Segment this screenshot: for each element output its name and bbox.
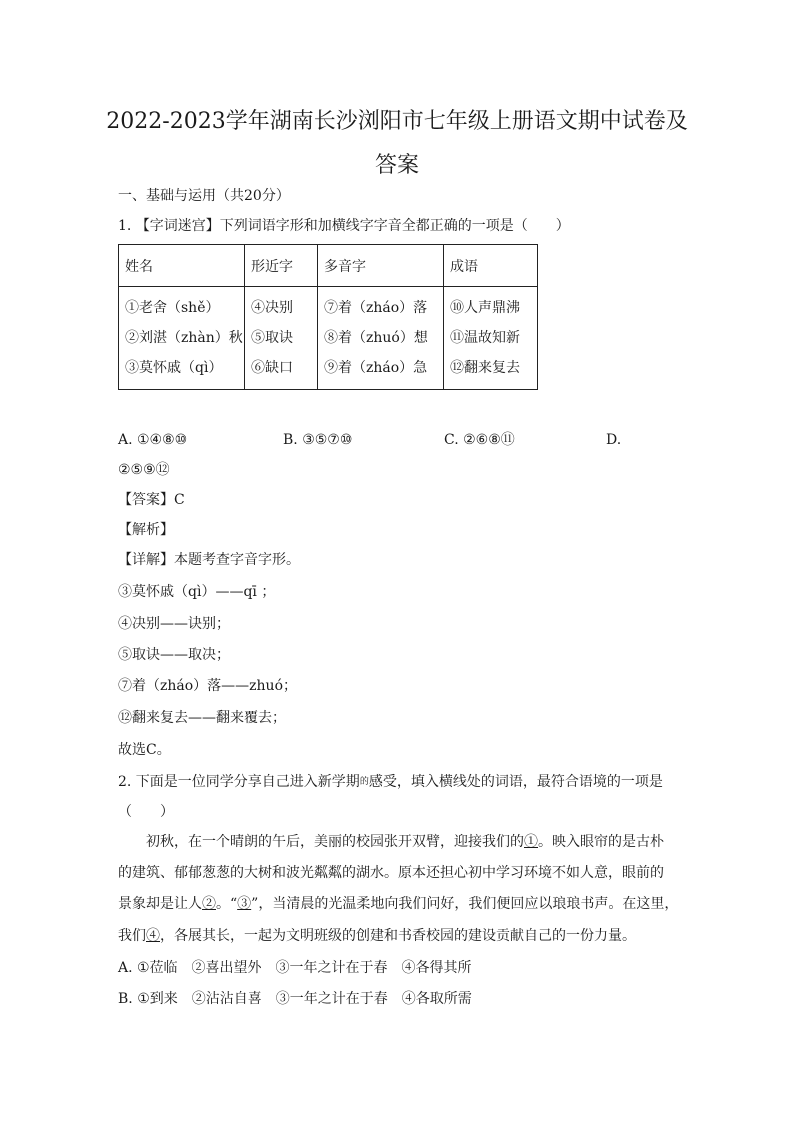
analysis-line: ⑦着（zháo）落——zhuó；: [118, 678, 298, 694]
blank-4: ④: [146, 928, 160, 944]
table-header: 多音字: [318, 245, 444, 287]
question-1-stem: 1. 【字词迷宫】下列词语字形和加横线字字音全都正确的一项是（ ）: [118, 218, 570, 234]
analysis-line: ⑤取诀——取决；: [118, 647, 230, 663]
detail: 【详解】本题考查字音字形。: [118, 552, 300, 568]
question-1-table: [118, 244, 538, 390]
blank-2: ②: [202, 896, 216, 912]
table-cell-idioms: ⑩人声鼎沸 ⑪温故知新 ⑫翻来复去: [444, 287, 538, 390]
blank-3: ③: [237, 896, 252, 912]
analysis-line: 故选C。: [118, 742, 171, 758]
analysis-line: ⑫翻来复去——翻来覆去；: [118, 710, 286, 726]
passage-line: 初秋，在一个晴朗的午后，美丽的校园张开双臂，迎接我们的①。映入眼帘的是古朴: [146, 834, 664, 850]
document-title: [100, 100, 694, 188]
analysis-line: ③莫怀戚（qì）——qī ；: [118, 584, 276, 600]
title-line-2: 答案: [374, 153, 419, 178]
table-header: 姓名: [119, 245, 245, 287]
table-cell-similar-chars: ④决别 ⑤取诀 ⑥缺口: [245, 287, 318, 390]
passage-line: 景象却是让人②。“③”，当清晨的光温柔地向我们问好，我们便回应以琅琅书声。在这里，: [118, 896, 679, 912]
q2-option-a: A. ①莅临 ②喜出望外 ③一年之计在于春 ④各得其所: [118, 960, 472, 976]
option-b: B. ③⑤⑦⑩: [283, 432, 353, 448]
blank-1: ①: [524, 834, 538, 850]
q2-option-b: B. ①到来 ②沾沾自喜 ③一年之计在于春 ④各取所需: [118, 991, 472, 1007]
option-d-value: ②⑤⑨⑫: [118, 462, 170, 478]
question-2-paren: （ ）: [118, 804, 174, 820]
analysis-label: 【解析】: [118, 522, 174, 538]
option-c: C. ②⑥⑧⑪: [444, 432, 515, 448]
question-2-stem: 2. 下面是一位同学分享自己进入新学期$^的$感受，填入横线处的词语，最符合语境的一项是: [118, 774, 663, 790]
passage-line: 的建筑、郁郁葱葱的大树和波光粼粼的湖水。原本还担心初中学习环境不如人意，眼前的: [118, 865, 664, 881]
option-d-label: D.: [606, 432, 622, 448]
passage-line: 我们④，各展其长，一起为文明班级的创建和书香校园的建设贡献自己的一份力量。: [118, 928, 636, 944]
table-header: 成语: [444, 245, 538, 287]
analysis-line: ④决别——诀别；: [118, 616, 230, 632]
section-heading: 一、基础与运用（共20分）: [118, 188, 290, 204]
table-header: 形近字: [245, 245, 318, 287]
title-line-1: 2022-2023学年湖南长沙浏阳市七年级上册语文期中试卷及: [106, 109, 688, 134]
table-cell-polyphones: ⑦着（zháo）落 ⑧着（zhuó）想 ⑨着（zháo）急: [318, 287, 444, 390]
answer: 【答案】C: [118, 492, 185, 508]
table-cell-names: ①老舍（shě） ②刘湛（zhàn）秋 ③莫怀戚（qì）: [119, 287, 245, 390]
option-a: A. ①④⑧⑩: [118, 432, 188, 448]
